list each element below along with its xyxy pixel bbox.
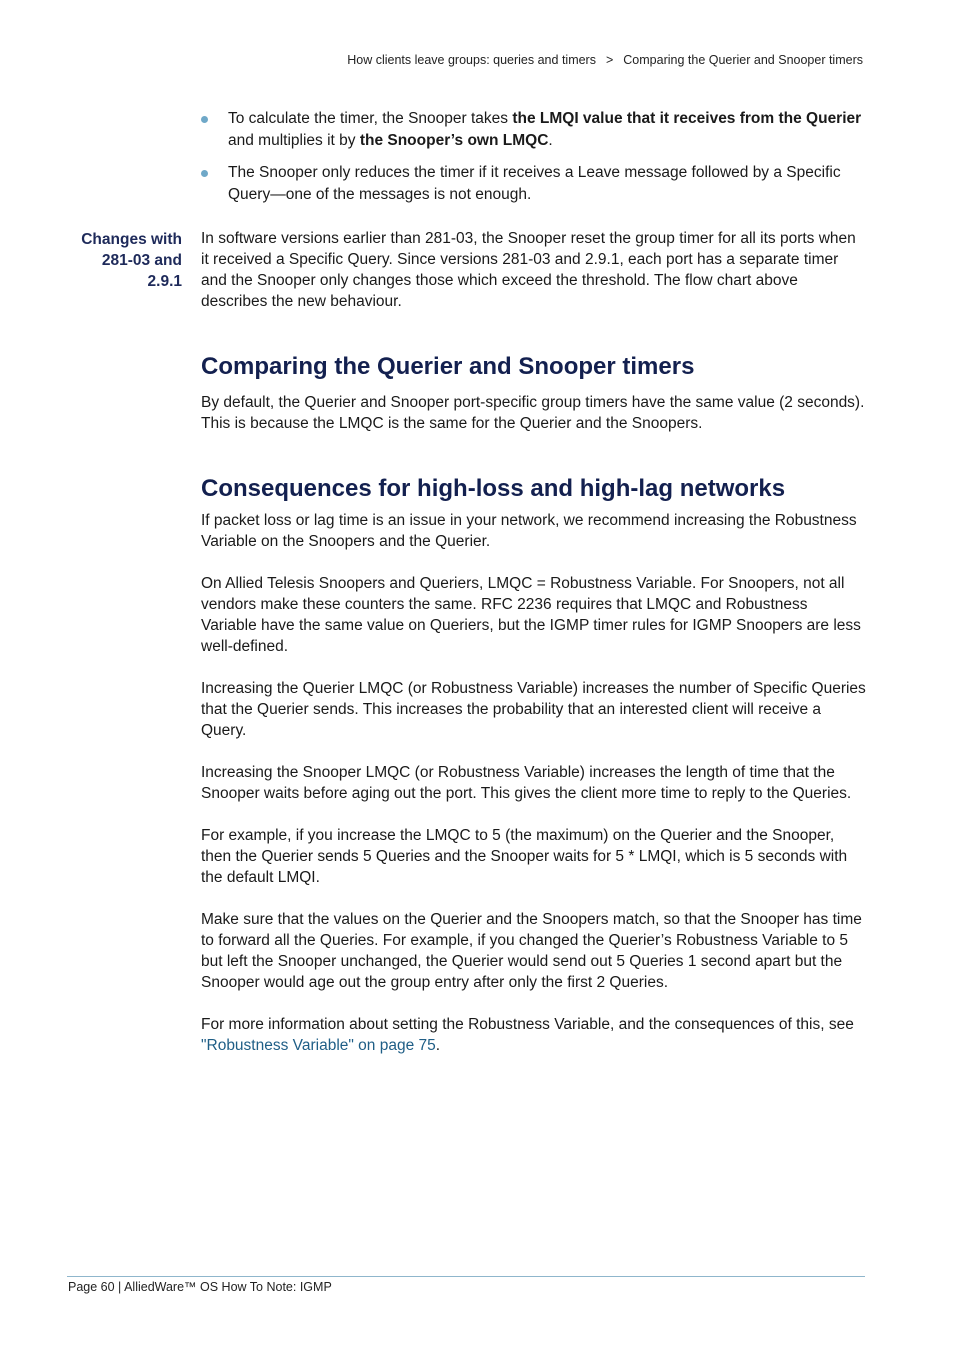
bullet-dot-icon <box>201 170 208 177</box>
paragraph-text: For more information about setting the Robustness Variable, and the consequences of this, see <box>201 1016 854 1033</box>
section-heading-consequences: Consequences for high-loss and high-lag networks <box>201 475 786 502</box>
section1-paragraph: By default, the Querier and Snooper port-specific group timers have the same value (2 seconds). This is because the LMQC is the same for the Querier and the Snoopers. <box>201 394 865 432</box>
header-subsection: Comparing the Querier and Snooper timers <box>623 53 863 67</box>
section2-paragraph: Increasing the Querier LMQC (or Robustness Variable) increases the number of Specific Queries that the Querier sends. This increases the probability that an interested client will receive a Query. <box>201 680 866 739</box>
changes-paragraph: In software versions earlier than 281-03, the Snooper reset the group timer for all its ports when it received a Specific Query. Since versions 281-03 and 2.9.1, each port has a separate timer and the Snooper only changes those which exceed the threshold. The flow chart above describes the new behaviour. <box>201 230 856 310</box>
footer-text: Page 60 | AlliedWare™ OS How To Note: IGMP <box>68 1280 332 1294</box>
bullet-item <box>201 108 866 152</box>
section-heading-comparing: Comparing the Querier and Snooper timers <box>201 353 695 380</box>
section2-paragraph: For example, if you increase the LMQC to 5 (the maximum) on the Querier and the Snooper, then the Querier sends 5 Queries and the Snooper waits for 5 * LMQI, which is 5 seconds with the default LMQI. <box>201 827 848 886</box>
changes-label-line-2: 281-03 and <box>101 252 182 269</box>
section2-paragraph: Make sure that the values on the Querier and the Snoopers match, so that the Snooper has time to forward all the Queries. For example, if you changed the Querier’s Robustness Variable to 5 but left the Snooper unchanged, the Querier would send out 5 Queries 1 second apart but the Snooper would age out the group entry after only the first 2 Queries. <box>201 911 862 991</box>
header-section: How clients leave groups: queries and timers <box>347 53 596 67</box>
running-header <box>347 53 863 67</box>
bullet-list <box>201 108 866 206</box>
bullet-bold: the Snooper’s own LMQC <box>359 132 549 149</box>
bullet-item <box>201 162 866 206</box>
header-separator: > <box>605 53 614 67</box>
paragraph-text: . <box>435 1037 441 1054</box>
footer-divider <box>67 1276 865 1277</box>
bullet-dot-icon <box>201 116 208 123</box>
section2-paragraph: If packet loss or lag time is an issue in your network, we recommend increasing the Robustness Variable on the Snoopers and the Querier. <box>201 512 857 550</box>
main-content <box>201 108 866 1056</box>
section2-paragraph: On Allied Telesis Snoopers and Queriers, LMQC = Robustness Variable. For Snoopers, not all vendors make these counters the same. RFC 2236 requires that LMQC and Robustness Variable have the same value on Queriers, but the IGMP timer rules for IGMP Snoopers are less well-defined. <box>201 575 861 655</box>
bullet-text: To calculate the timer, the Snooper takes <box>228 110 513 127</box>
section2-paragraph: Increasing the Snooper LMQC (or Robustness Variable) increases the length of time that the Snooper waits before aging out the port. This gives the client more time to reply to the Queries. <box>201 764 852 802</box>
changes-label-line-3: 2.9.1 <box>147 273 182 290</box>
bullet-text: . <box>548 132 553 149</box>
bullet-text: and multiplies it by <box>228 132 360 149</box>
changes-side-label <box>60 229 182 292</box>
bullet-text: The Snooper only reduces the timer if it receives a Leave message followed by a Specific Query—one of the messages is not enough. <box>228 164 841 203</box>
bullet-bold: the LMQI value that it receives from the Querier <box>512 110 862 127</box>
changes-label-line-1: Changes with <box>81 231 182 248</box>
robustness-variable-link[interactable]: "Robustness Variable" on page 75 <box>201 1037 436 1054</box>
section2-last-paragraph <box>201 1014 866 1056</box>
